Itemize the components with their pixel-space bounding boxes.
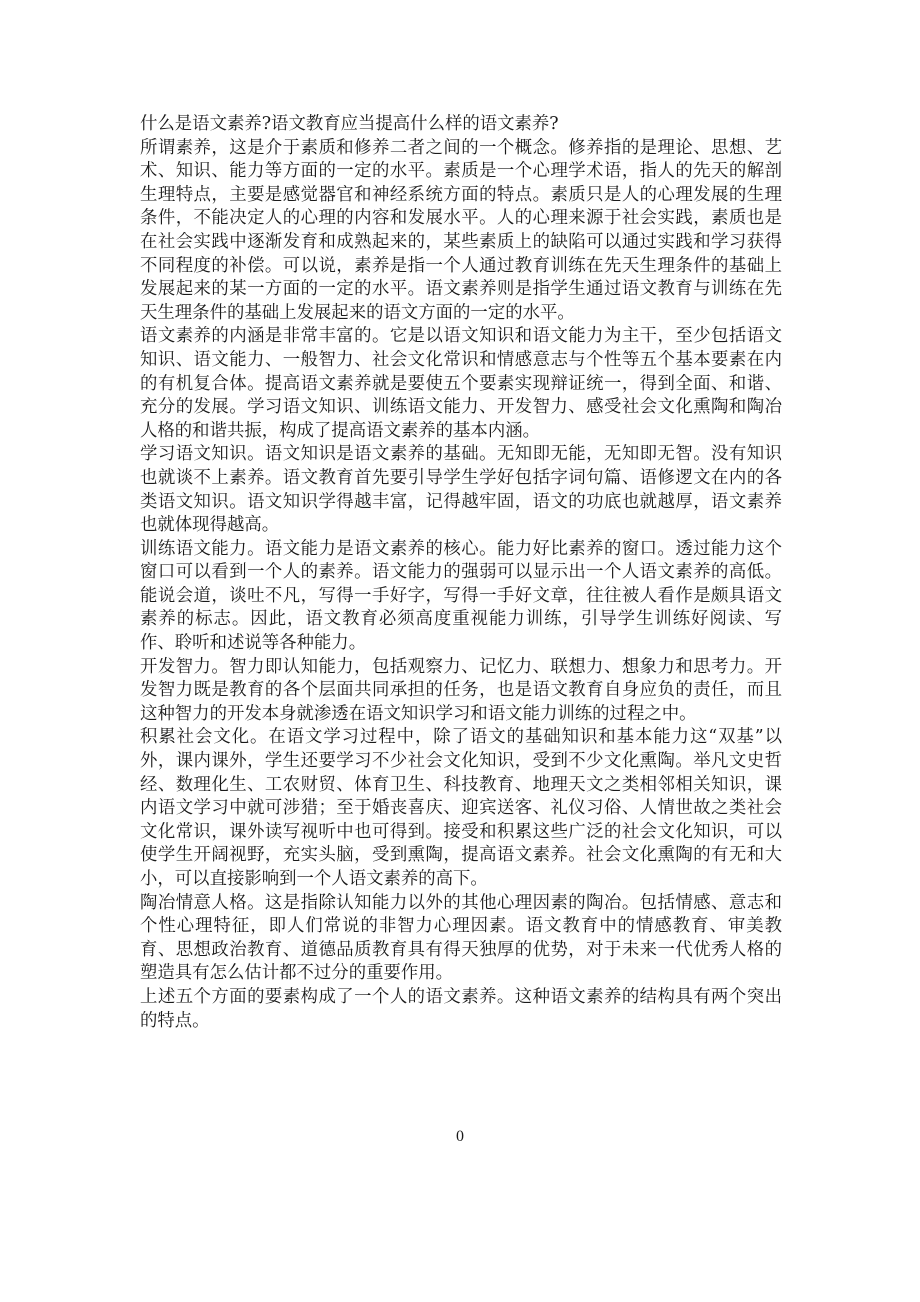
paragraph-connotation: 语文素养的内涵是非常丰富的。它是以语文知识和语文能力为主干，至少包括语文知识、语文能力、一般智力、社会文化常识和情感意志与个性等五个基本要素在内的有机复合体。提高语文素养就是要使五个要素实现辩证统一，得到全面、和谐、充分的发展。学习语文知识、训练语文能力、开发智力、感受社会文化熏陶和陶冶人格的和谐共振，构成了提高语文素养的基本内涵。 bbox=[140, 326, 782, 441]
document-title: 什么是语文素养?语文教育应当提高什么样的语文素养? bbox=[140, 114, 559, 134]
document-body bbox=[140, 113, 782, 1033]
paragraph-intelligence: 开发智力。智力即认知能力，包括观察力、记忆力、联想力、想象力和思考力。开发智力既是教育的各个层面共同承担的任务，也是语文教育自身应负的责任，而且这种智力的开发本身就渗透在语文知识学习和语文能力训练的过程之中。 bbox=[140, 656, 782, 724]
paragraph-personality: 陶冶情意人格。这是指除认知能力以外的其他心理因素的陶冶。包括情感、意志和个性心理特征，即人们常说的非智力心理因素。语文教育中的情感教育、审美教育、思想政治教育、道德品质教育具有得天独厚的优势，对于未来一代优秀人格的塑造具有怎么估计都不过分的重要作用。 bbox=[140, 892, 782, 984]
paragraph-culture: 积累社会文化。在语文学习过程中，除了语文的基础知识和基本能力这“双基”以外，课内课外，学生还要学习不少社会文化知识，受到不少文化熏陶。举凡文史哲经、数理化生、工农财贸、体育卫生、科技教育、地理天文之类相邻相关知识，课内语文学习中就可涉猎；至于婚丧喜庆、迎宾送客、礼仪习俗、人情世故之类社会文化常识，课外读写视听中也可得到。接受和积累这些广泛的社会文化知识，可以使学生开阔视野，充实头脑，受到熏陶，提高语文素养。社会文化熏陶的有无和大小，可以直接影响到一个人语文素养的高下。 bbox=[140, 727, 782, 889]
paragraph-ability: 训练语文能力。语文能力是语文素养的核心。能力好比素养的窗口。透过能力这个窗口可以看到一个人的素养。语文能力的强弱可以显示出一个人语文素养的高低。能说会道，谈吐不凡，写得一手好字，写得一手好文章，往往被人看作是颇具语文素养的标志。因此，语文教育必须高度重视能力训练，引导学生训练好阅读、写作、聆听和述说等各种能力。 bbox=[140, 538, 782, 654]
paragraph-knowledge: 学习语文知识。语文知识是语文素养的基础。无知即无能，无知即无智。没有知识也就谈不上素养。语文教育首先要引导学生学好包括字词句篇、语修逻文在内的各类语文知识。语文知识学得越丰富，记得越牢固，语文的功底也就越厚，语文素养也就体现得越高。 bbox=[140, 444, 782, 536]
paragraph-summary: 上述五个方面的要素构成了一个人的语文素养。这种语文素养的结构具有两个突出的特点。 bbox=[140, 986, 782, 1031]
page-number: 0 bbox=[456, 1128, 464, 1145]
paragraph-definition: 所谓素养，这是介于素质和修养二者之间的一个概念。修养指的是理论、思想、艺术、知识、能力等方面的一定的水平。素质是一个心理学术语，指人的先天的解剖生理特点，主要是感觉器官和神经系统方面的特点。素质只是人的心理发展的生理条件，不能决定人的心理的内容和发展水平。人的心理来源于社会实践，素质也是在社会实践中逐渐发育和成熟起来的，某些素质上的缺陷可以通过实践和学习获得不同程度的补偿。可以说，素养是指一个人通过教育训练在先天生理条件的基础上发展起来的某一方面的一定的水平。语文素养则是指学生通过语文教育与训练在先天生理条件的基础上发展起来的语文方面的一定的水平。 bbox=[140, 137, 782, 323]
